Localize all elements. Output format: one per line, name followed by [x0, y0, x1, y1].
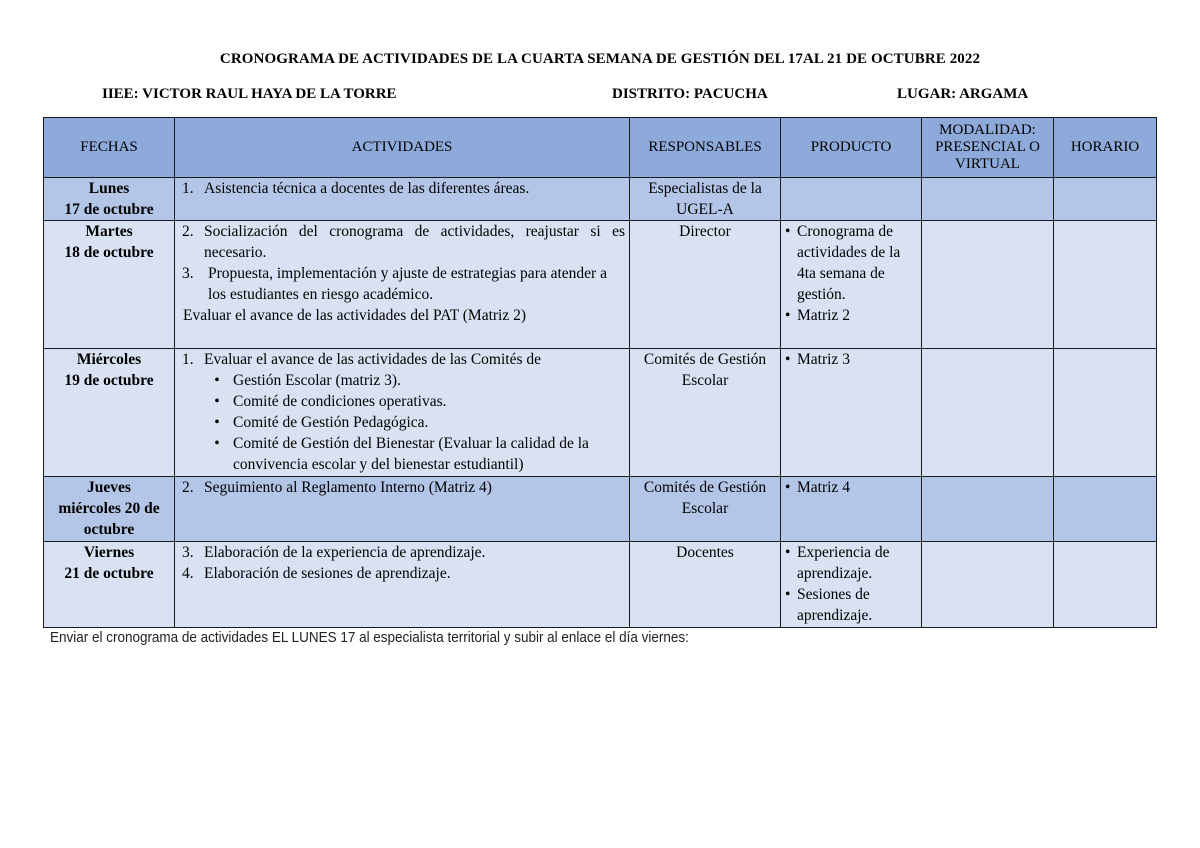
product-cell	[781, 178, 922, 221]
table-row	[44, 477, 1157, 542]
fecha-cell	[44, 542, 175, 628]
sub-item: • Comité de Gestión del Bienestar (Evaluar la calidad de la convivencia escolar y del bienestar estudiantil)	[179, 433, 625, 475]
schedule-table	[43, 117, 1157, 628]
sub-item: • Comité de condiciones operativas.	[179, 391, 625, 412]
date-label: 17 de octubre	[64, 201, 154, 218]
distrito-label: DISTRITO: PACUCHA	[612, 86, 768, 102]
activity-text: Socialización del cronograma de actividades, reajustar si es necesario.	[204, 223, 625, 261]
responsable-cell: Docentes	[630, 542, 781, 628]
bullet-icon: •	[785, 544, 791, 561]
horario-cell	[1054, 349, 1157, 477]
activity-text: Propuesta, implementación y ajuste de estrategias para atender a los estudiantes en riesgo académico.	[208, 265, 607, 303]
activity-text: Evaluar el avance de las actividades de las Comités de	[204, 351, 541, 368]
fecha-cell	[44, 178, 175, 221]
bullet-icon: •	[214, 435, 220, 452]
fecha-cell	[44, 349, 175, 477]
activities-cell	[175, 178, 630, 221]
header-horario: HORARIO	[1054, 118, 1157, 178]
activity-text: Seguimiento al Reglamento Interno (Matriz 4)	[204, 479, 492, 496]
sub-item: • Gestión Escolar (matriz 3).	[179, 370, 625, 391]
activity-item	[179, 542, 625, 563]
date-label: 18 de octubre	[64, 244, 154, 261]
day-label: Martes	[85, 223, 133, 240]
activity-number: 1.	[182, 351, 194, 368]
day-label: Miércoles	[76, 351, 142, 368]
activity-number: 3.	[182, 265, 194, 282]
modalidad-cell	[922, 477, 1054, 542]
activities-cell	[175, 349, 630, 477]
horario-cell	[1054, 178, 1157, 221]
header-actividades: ACTIVIDADES	[175, 118, 630, 178]
product-item: • Cronograma de actividades de la 4ta semana de gestión.	[785, 223, 901, 303]
activity-item	[179, 221, 625, 263]
product-cell	[781, 349, 922, 477]
sub-item: • Comité de Gestión Pedagógica.	[179, 412, 625, 433]
iiee-label: IIEE: VICTOR RAUL HAYA DE LA TORRE	[102, 86, 397, 102]
responsable-cell: Comités de Gestión Escolar	[630, 349, 781, 477]
product-item: • Matriz 2	[785, 307, 850, 324]
bullet-icon: •	[785, 586, 791, 603]
product-cell	[781, 542, 922, 628]
product-item: • Matriz 4	[785, 479, 850, 496]
responsable-cell: Especialistas de la UGEL-A	[630, 178, 781, 221]
responsable-cell: Comités de Gestión Escolar	[630, 477, 781, 542]
table-row	[44, 221, 1157, 349]
bullet-icon: •	[785, 351, 791, 368]
bullet-icon: •	[785, 307, 791, 324]
day-label: Lunes	[88, 180, 130, 197]
document-title: CRONOGRAMA DE ACTIVIDADES DE LA CUARTA SEMANA DE GESTIÓN DEL 17AL 21 DE OCTUBRE 2022	[219, 51, 981, 67]
activity-number: 2.	[182, 223, 194, 240]
bullet-icon: •	[214, 393, 220, 410]
activities-cell	[175, 542, 630, 628]
table-row	[44, 542, 1157, 628]
responsable-cell: Director	[630, 221, 781, 349]
fecha-cell	[44, 477, 175, 542]
activity-item	[179, 178, 625, 199]
product-cell	[781, 221, 922, 349]
bullet-icon: •	[214, 414, 220, 431]
horario-cell	[1054, 221, 1157, 349]
product-item: • Experiencia de aprendizaje.	[785, 544, 890, 582]
activity-text: Elaboración de sesiones de aprendizaje.	[204, 565, 451, 582]
activity-item	[179, 349, 625, 370]
lugar-label: LUGAR: ARGAMA	[897, 86, 1029, 102]
bullet-icon: •	[214, 372, 220, 389]
date-label: miércoles 20 de octubre	[58, 500, 160, 538]
activity-extra: Evaluar el avance de las actividades del PAT (Matriz 2)	[183, 307, 527, 324]
modalidad-cell	[922, 349, 1054, 477]
footer-note: Enviar el cronograma de actividades EL LUNES 17 al especialista territorial y subir al enlace el día viernes:	[50, 630, 689, 646]
header-producto: PRODUCTO	[781, 118, 922, 178]
activity-item	[179, 263, 625, 305]
activities-cell	[175, 221, 630, 349]
day-label: Jueves	[87, 479, 131, 496]
product-cell	[781, 477, 922, 542]
modalidad-cell	[922, 178, 1054, 221]
activity-number: 3.	[182, 544, 194, 561]
activity-number: 4.	[182, 565, 194, 582]
bullet-icon: •	[785, 479, 791, 496]
activity-item	[179, 563, 625, 584]
activity-text: Elaboración de la experiencia de aprendizaje.	[204, 544, 486, 561]
date-label: 19 de octubre	[64, 372, 154, 389]
product-item: • Sesiones de aprendizaje.	[785, 586, 873, 624]
modalidad-cell	[922, 221, 1054, 349]
activity-item	[179, 477, 625, 498]
activity-text: Asistencia técnica a docentes de las diferentes áreas.	[204, 180, 530, 197]
modalidad-cell	[922, 542, 1054, 628]
activity-number: 2.	[182, 479, 194, 496]
activity-number: 1.	[182, 180, 194, 197]
table-row	[44, 349, 1157, 477]
header-responsables: RESPONSABLES	[630, 118, 781, 178]
product-item: • Matriz 3	[785, 351, 850, 368]
header-modalidad: MODALIDAD: PRESENCIAL O VIRTUAL	[922, 118, 1054, 178]
activities-cell	[175, 477, 630, 542]
day-label: Viernes	[83, 544, 135, 561]
date-label: 21 de octubre	[64, 565, 154, 582]
fecha-cell	[44, 221, 175, 349]
header-fechas: FECHAS	[44, 118, 175, 178]
table-header-row	[44, 118, 1157, 178]
table-row	[44, 178, 1157, 221]
horario-cell	[1054, 542, 1157, 628]
bullet-icon: •	[785, 223, 791, 240]
horario-cell	[1054, 477, 1157, 542]
